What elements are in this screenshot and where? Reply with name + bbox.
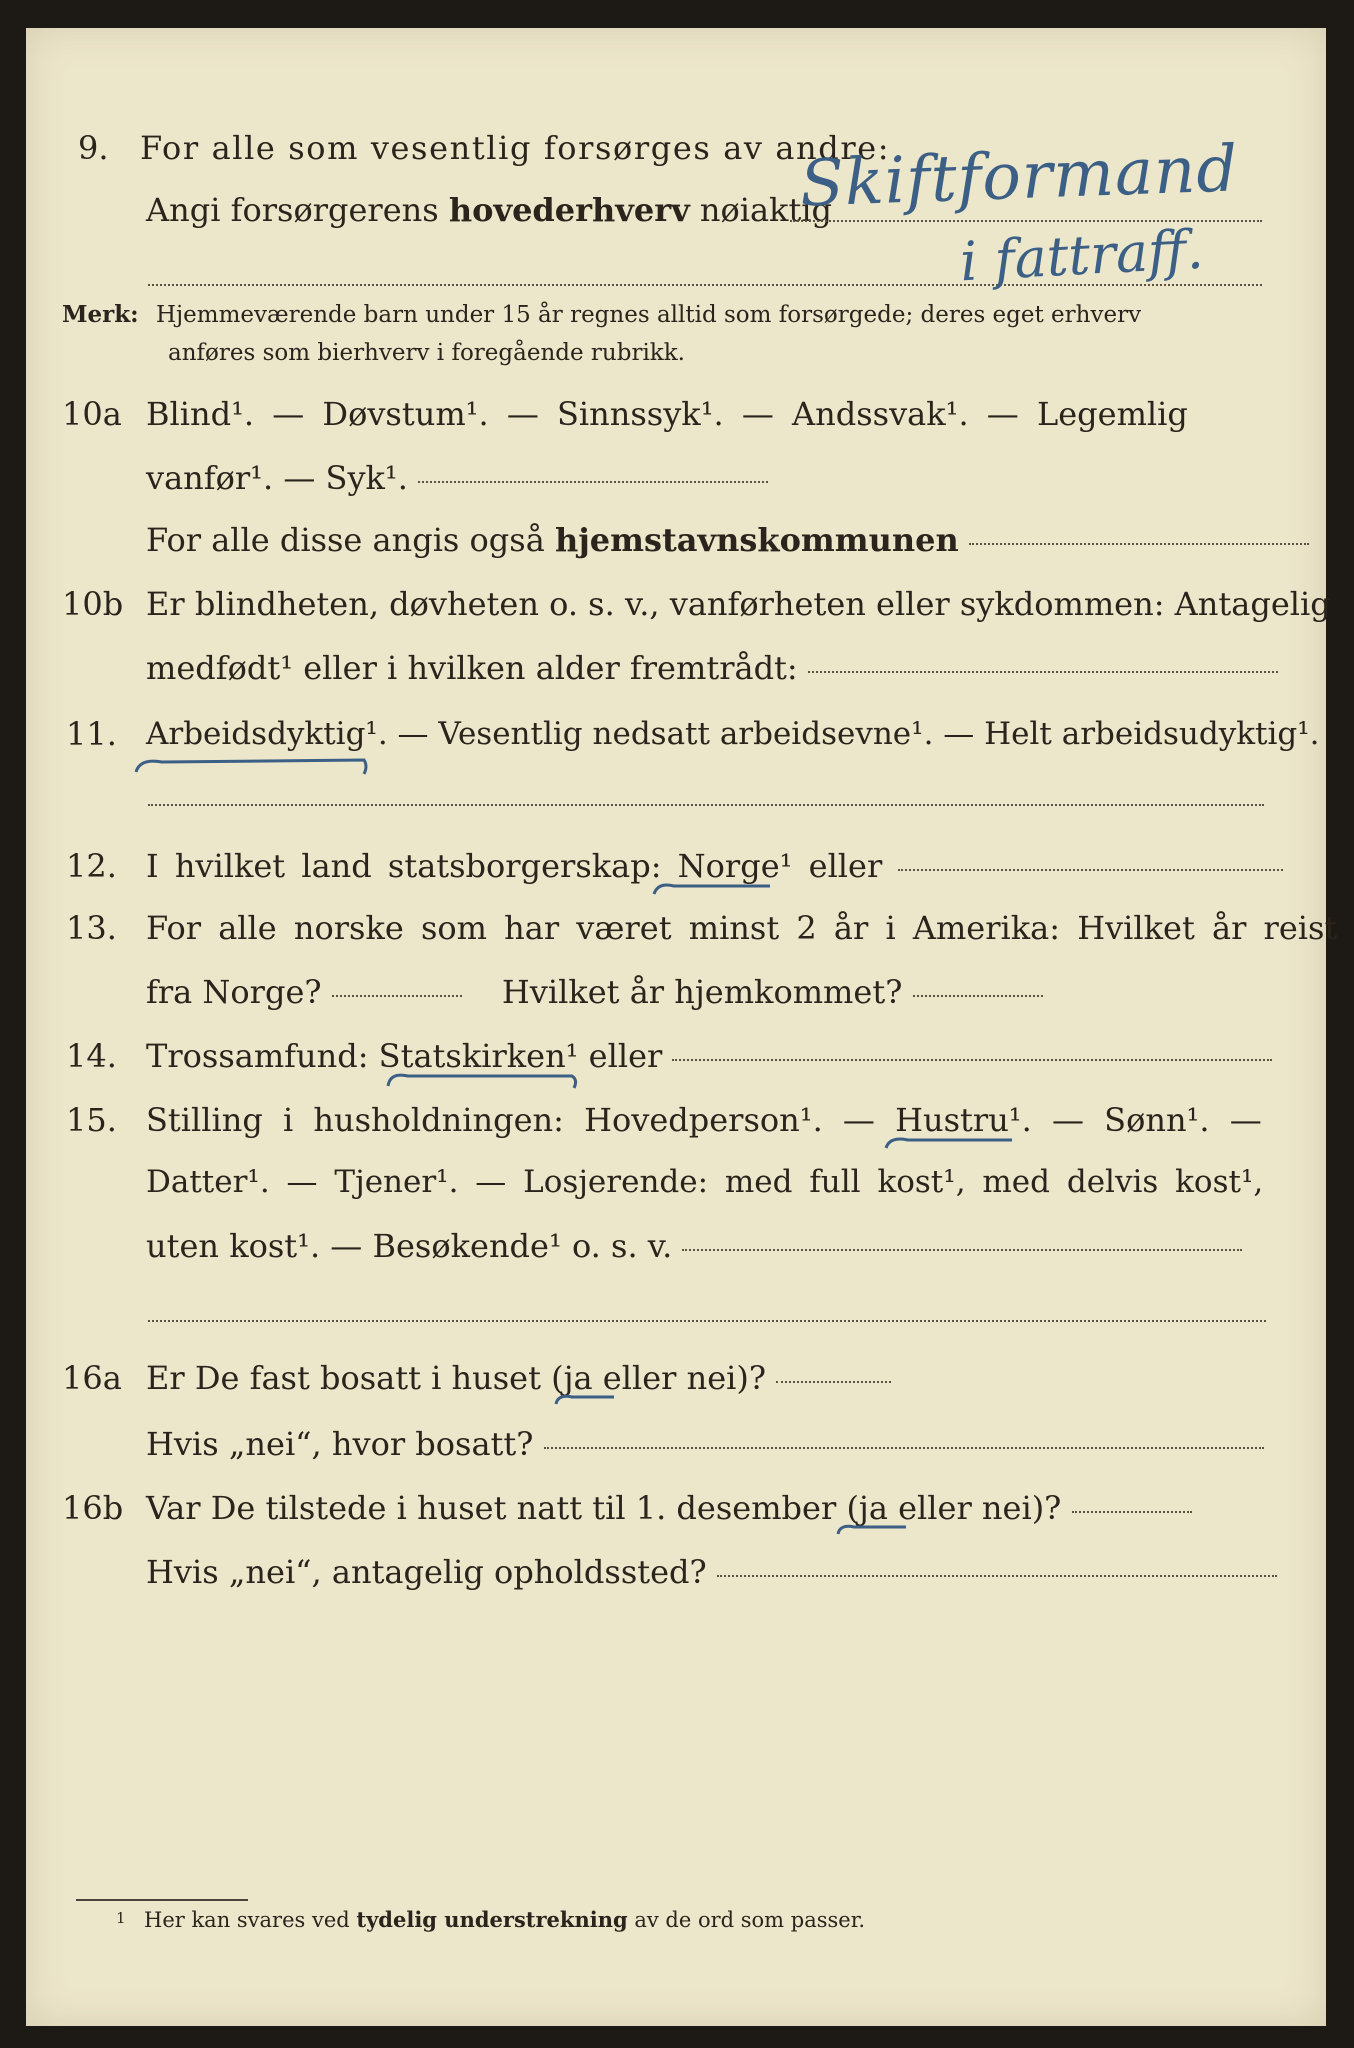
q16b-handwritten-underline [834,1518,914,1540]
q10b-line2-dots [808,671,1278,673]
q16a-line1-text: Er De fast bosatt i huset (ja eller nei)? [146,1359,767,1397]
q15-line1: Stilling i husholdningen: Hovedperson¹. — Hustru¹. — Sønn¹. — [146,1101,1262,1139]
q10b-number: 10b [62,585,124,623]
q13-line2-dots-b [913,995,1043,997]
q10a-line2-dots [418,481,768,483]
q12-handwritten-underline [650,874,780,900]
q16a-line2-text: Hvis „nei“, hvor bosatt? [146,1425,534,1463]
q16b-line1-text: Var De tilstede i huset natt til 1. desember (ja eller nei)? [146,1489,1062,1527]
q10a-line3-bold: hjemstavnskommunen [554,521,959,559]
q11-answer-line [148,804,1264,806]
footnote-text-c: av de ord som passer. [634,1908,866,1932]
q16a-line2 [146,1424,1264,1464]
q9-number: 9. [78,129,109,167]
q12-number: 12. [66,847,117,885]
q9-line2-text: Angi forsørgerens [146,191,439,229]
q14-number: 14. [66,1037,117,1075]
q15-line3-dots [682,1249,1242,1251]
q13-line2-text-a: fra Norge? [146,973,322,1011]
q16a-handwritten-underline [552,1388,622,1410]
q10a-line2-text: vanfør¹. — Syk¹. [146,459,408,497]
q16a-line1 [146,1358,891,1398]
q13-number: 13. [66,909,117,947]
q15-line3-text: uten kost¹. — Besøkende¹ o. s. v. [146,1227,673,1265]
q10a-line2 [146,458,768,498]
q14-handwritten-underline [384,1064,584,1092]
q14-line1 [146,1036,1272,1076]
q11-handwritten-underline [132,748,372,778]
q16b-line2-text: Hvis „nei“, antagelig opholdssted? [146,1553,707,1591]
q16a-number: 16a [62,1359,122,1397]
q15-line3 [146,1226,1242,1266]
footnote-text-bold: tydelig understrekning [356,1907,628,1932]
q15-line2: Datter¹. — Tjener¹. — Losjerende: med full kost¹, med delvis kost¹, [146,1164,1264,1200]
q13-line2-text-b: Hvilket år hjemkommet? [501,973,903,1011]
footnote-mark: 1 [116,1909,126,1927]
merk-line1: Hjemmeværende barn under 15 år regnes alltid som forsørgede; deres eget erhverv [155,302,1142,328]
q13-line2-dots-a [332,995,462,997]
footnote-text-a: Her kan svares ved [144,1908,350,1932]
merk-label: Merk: [62,301,139,328]
q9-handwritten-answer: Skiftformand [798,132,1240,222]
q16b-line1-dots [1072,1511,1192,1513]
q16b-number: 16b [62,1489,124,1527]
q10a-number: 10a [62,395,122,433]
q10b-line2 [146,648,1278,688]
q13-line1: For alle norske som har været minst 2 år i Amerika: Hvilket år reist [146,909,1338,947]
q13-line2 [146,972,1043,1012]
q10b-line1: Er blindheten, døvheten o. s. v., vanførheten eller sykdommen: Antagelig [146,585,1331,623]
q9-line2-bold: hovederhverv [448,191,690,229]
q15-handwritten-underline [882,1128,1022,1154]
q10a-line3-dots [969,543,1309,545]
q10a-line3-text: For alle disse angis også [146,521,545,559]
q9-handwritten-answer-2: i fattraff. [958,217,1205,294]
q14-line1-dots [672,1059,1272,1061]
q15-number: 15. [66,1101,117,1139]
q15-answer-line [148,1320,1266,1322]
q9-line2-end: nøiaktig [699,191,833,229]
q12-line1-dots [898,869,1283,871]
q10a-line3 [146,520,1309,560]
footnote-text [144,1907,865,1932]
q16b-line2 [146,1552,1277,1592]
q16a-line2-dots [544,1447,1264,1449]
q16b-line1 [146,1488,1192,1528]
merk-block [62,298,1141,332]
footnote-rule [76,1899,248,1901]
q9-line1: For alle som vesentlig forsørges av andre: [140,129,891,167]
q12-line1-text: I hvilket land statsborgerskap: Norge¹ eller [146,847,883,885]
q9-line2 [146,190,832,230]
q16a-line1-dots [776,1381,891,1383]
q11-number: 11. [66,715,117,753]
q11-line1: Arbeidsdyktig¹. — Vesentlig nedsatt arbeidsevne¹. — Helt arbeidsudyktig¹. [146,716,1320,752]
q10b-line2-text: medfødt¹ eller i hvilken alder fremtrådt: [146,649,798,687]
q10a-line1: Blind¹. — Døvstum¹. — Sinnssyk¹. — Andssvak¹. — Legemlig [146,395,1188,433]
merk-line2: anføres som bierhverv i foregående rubrikk. [168,340,685,366]
q16b-line2-dots [717,1575,1277,1577]
q14-line1-text: Trossamfund: Statskirken¹ eller [146,1037,663,1075]
